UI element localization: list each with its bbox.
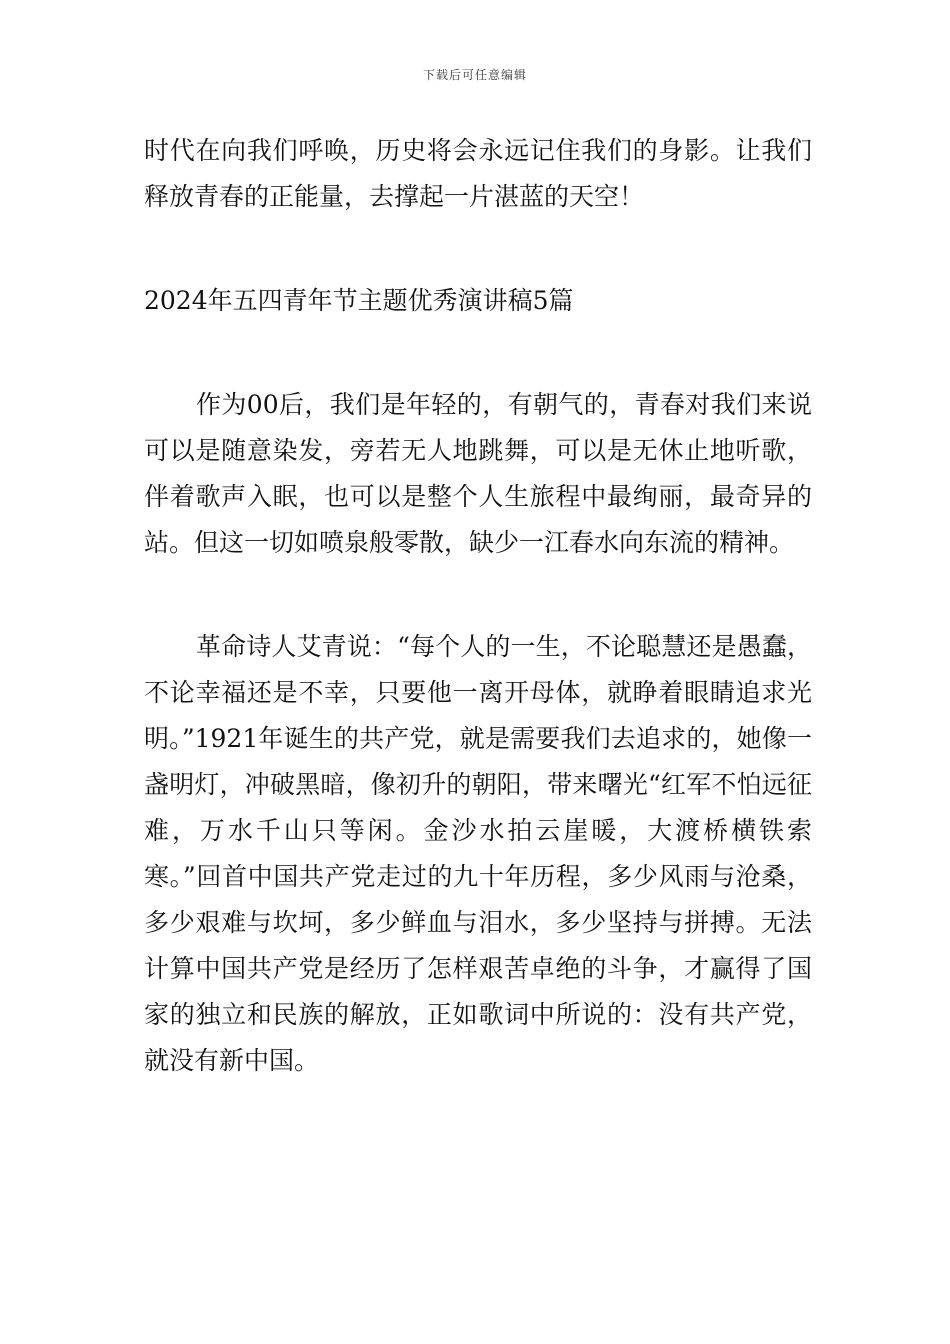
section-title: 2024年五四青年节主题优秀演讲稿5篇	[144, 286, 574, 315]
page-header-note: 下载后可任意编辑	[422, 68, 527, 82]
paragraph-closing: 时代在向我们呼唤，历史将会永远记住我们的身影。让我们释放青春的正能量，去撑起一片湛蓝的天空！	[144, 136, 812, 211]
document-body	[144, 128, 812, 1084]
paragraph-youth: 作为00后，我们是年轻的，有朝气的，青春对我们来说可以是随意染发，旁若无人地跳舞，可以是无休止地听歌，伴着歌声入眠，也可以是整个人生旅程中最绚丽，最奇异的站。但这一切如喷泉般零散，缺少一江春水向东流的精神。	[144, 390, 812, 557]
paragraph-party-history: 革命诗人艾青说：“每个人的一生，不论聪慧还是愚蠢，不论幸福还是不幸，只要他一离开母体，就睁着眼睛追求光明。”1921年诞生的共产党，就是需要我们去追求的，她像一盏明灯，冲破黑暗，像初升的朝阳，带来曙光“红军不怕远征难，万水千山只等闲。金沙水拍云崖暖，大渡桥横铁索寒。”回首中国共产党走过的九十年历程，多少风雨与沧桑，多少艰难与坎坷，多少鲜血与泪水，多少坚持与拼搏。无法计算中国共产党是经历了怎样艰苦卓绝的斗争，才赢得了国家的独立和民族的解放，正如歌词中所说的：没有共产党，就没有新中国。	[144, 632, 812, 1075]
